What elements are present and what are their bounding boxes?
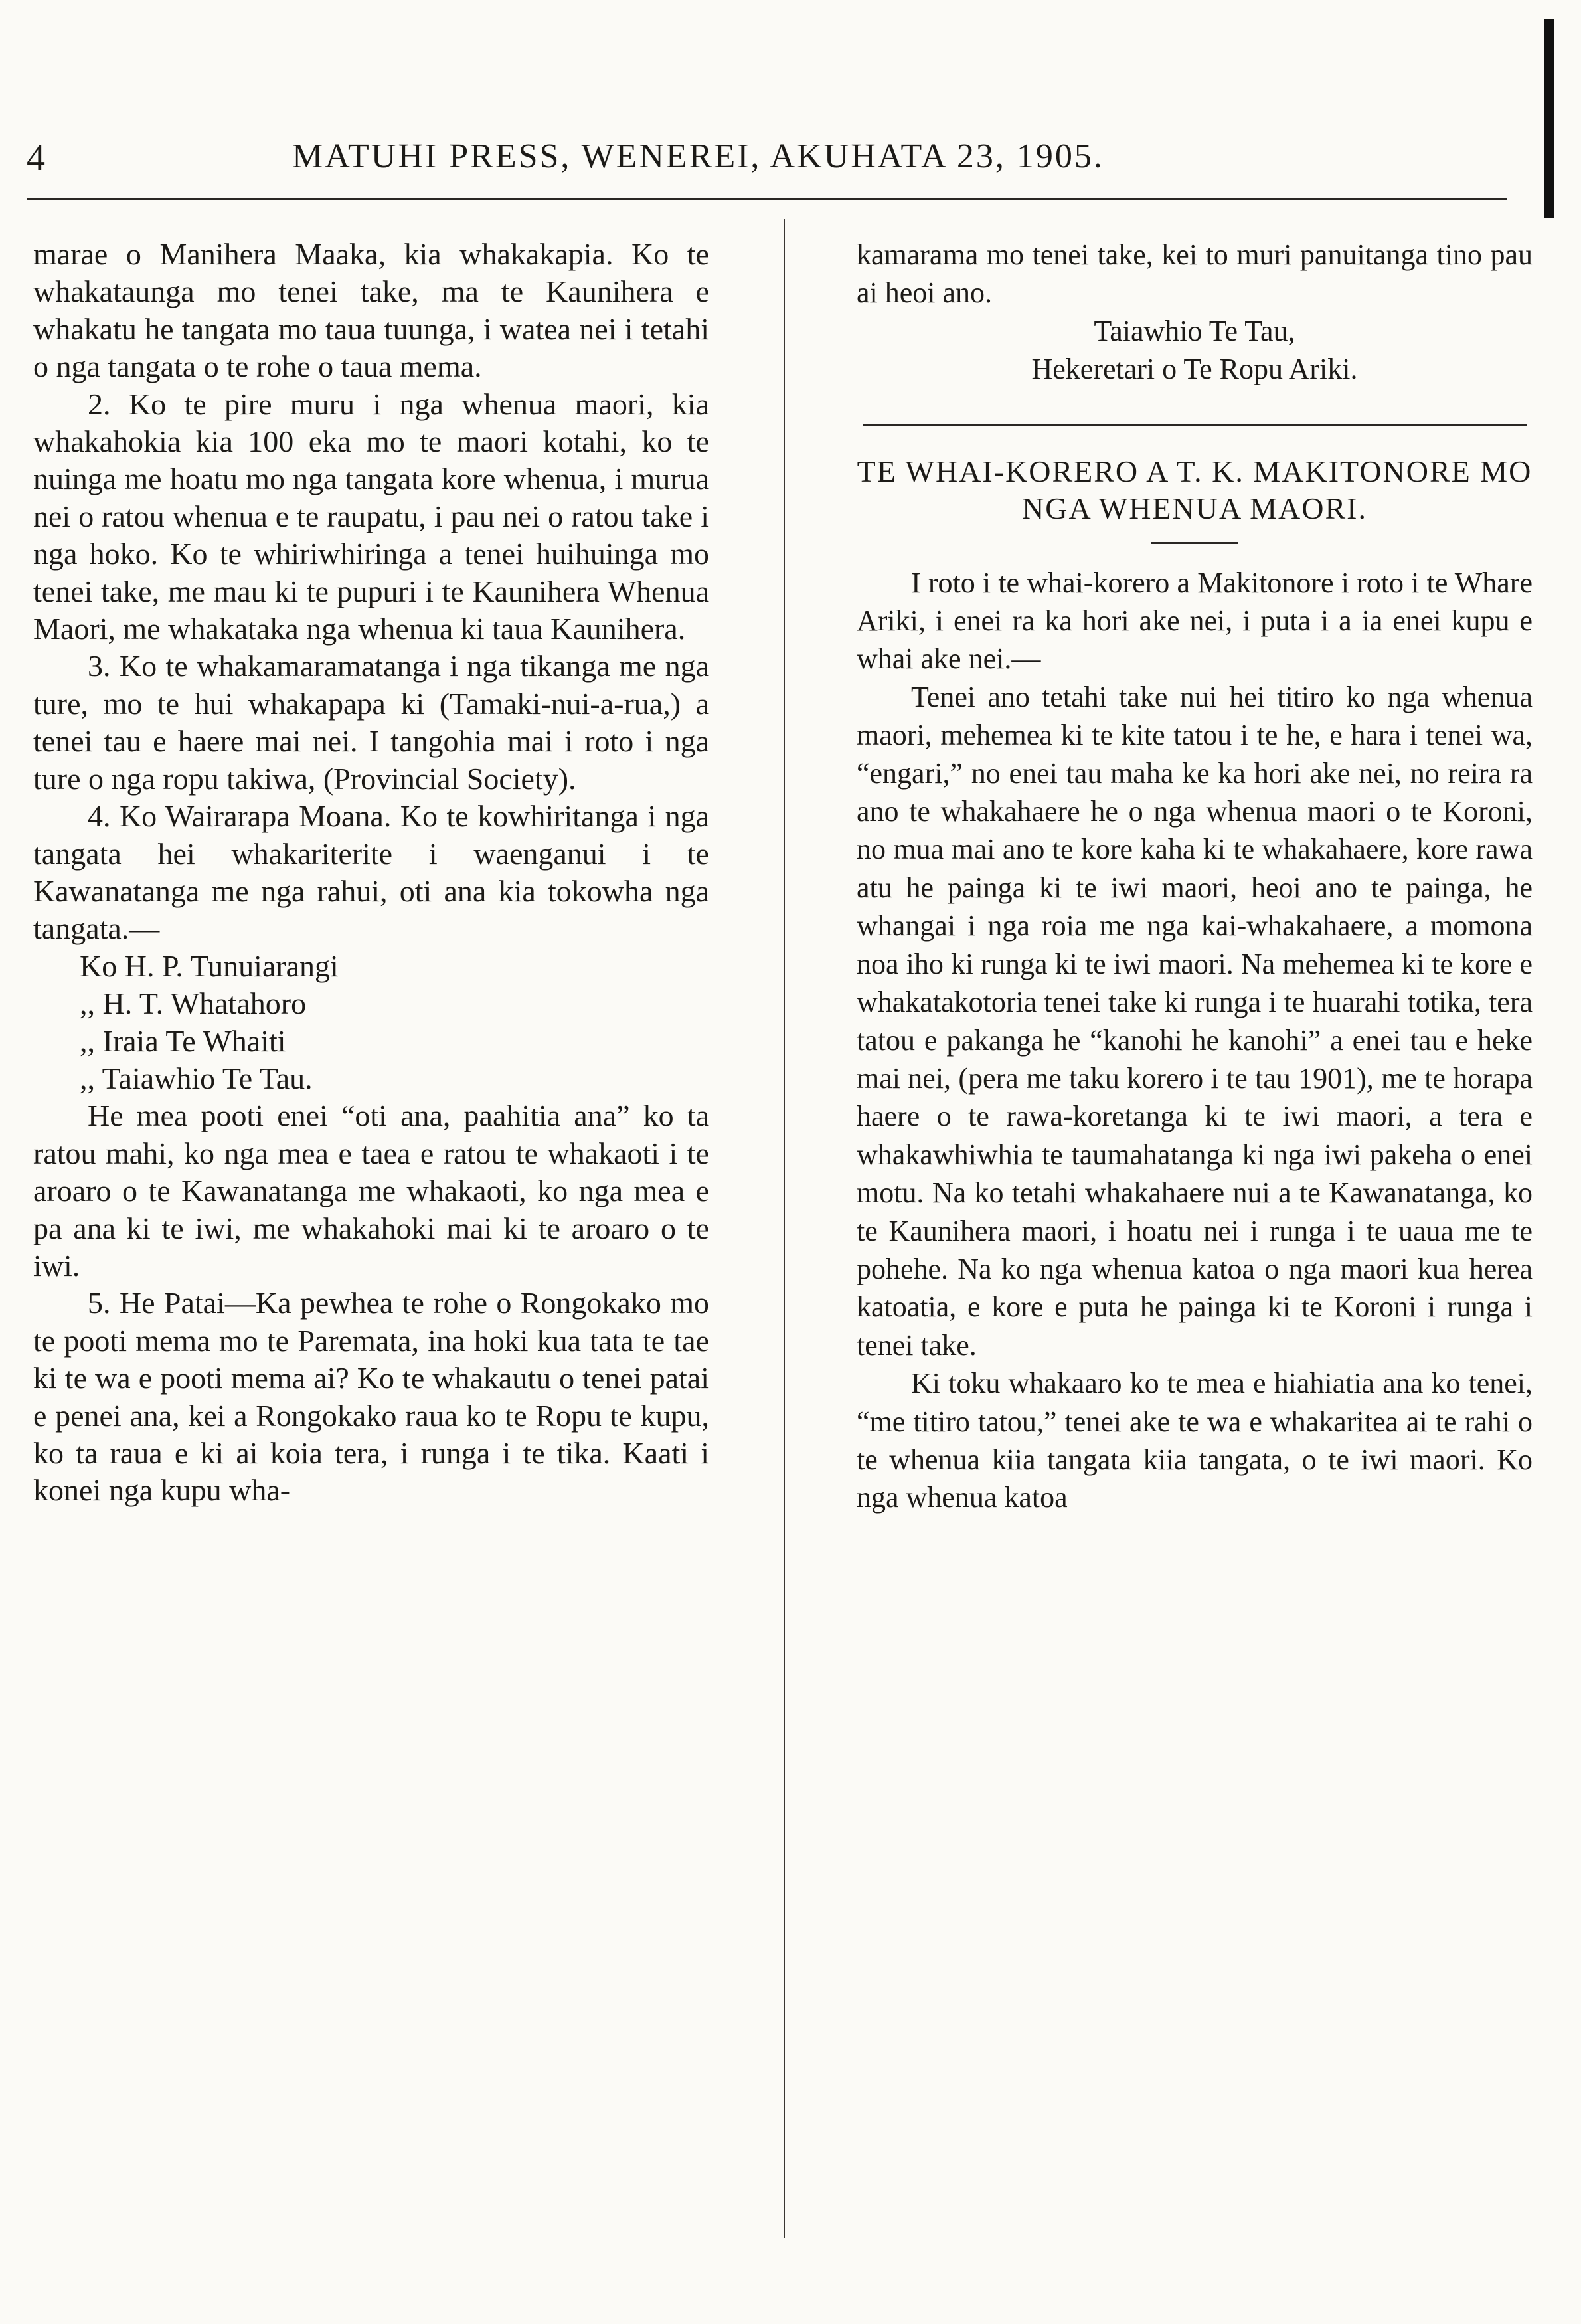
signature-name: Taiawhio Te Tau,: [1094, 314, 1295, 347]
paragraph-vote-result: He mea pooti enei “oti ana, paahitia ana” ko ta ratou mahi, ko nga mea e taea e ratou te whakaoti i te aroaro o te Kawanatanga me whakaoti, ko nga mea e pa ana ki te iwi, me whakahoki mai ki te aroaro o te iwi.: [33, 1099, 709, 1283]
list-item: ,, Taiawhio Te Tau.: [80, 1061, 313, 1095]
list-item: ,, H. T. Whatahoro: [80, 986, 307, 1021]
article-paragraph: Tenei ano tetahi take nui hei titiro ko nga whenua maori, mehemea ki te kite tatou i te he, e hara i tenei wa, “engari,” no enei tau maha ke ka hori ake nei, no reira ra ano te whakahaere he o nga whenua maori o te Koroni, no mua mai ano te kore kaha ki te whakahaere, kore rawa atu he painga ki te iwi maori, heoi ano te painga, he whangai i nga roia me nga kai-whakahaere, a momona noa iho ki runga ki te iwi maori. Na mehemea ki te kore e whakatakotoria tenei take ki runga i te huarahi totika, tera tatou e pakanga he “kanohi he kanohi” a enei tau e heke mai nei, (pera me taku korero i te tau 1901), me te horapa haere o te rawa-koretanga ki te iwi maori, a tera e whakawhiwhia te taumahatanga ki nga iwi pakeha o enei motu. Na ko tetahi whakahaere nui a te Kawanatanga, ko te Kaunihera maori, i hoatu nei i runga i te uaua me te pohehe. Na ko nga whenua katoa o nga maori kua herea katoatia, e kore e puta he painga ki te Koroni i runga i tenei take.: [857, 680, 1533, 1362]
article-intro: I roto i te whai-korero a Makitonore i roto i te Whare Ariki, i enei ra ka hori ake nei, i puta i a ia enei kupu e whai ake nei.—: [857, 566, 1533, 675]
article-paragraph: Ki toku whakaaro ko te mea e hiahiatia ana ko tenei, “me titiro tatou,” tenei ake te wa e whakaritea ai te rahi o te whenua kiia tangata kiia tangata, o te iwi maori. Ko nga whenua katoa: [857, 1367, 1533, 1514]
paragraph-item-5: 5. He Patai—Ka pewhea te rohe o Rongokako mo te pooti mema mo te Paremata, ina hoki kua tata te tae ki te wa e pooti mema ai? Ko te whakautu o tenei patai e penei ana, kei a Rongokako raua ko te Ropu te kupu, ko ta raua e ki ai koia tera, i runga i te tika. Kaati i konei nga kupu wha-: [33, 1286, 709, 1508]
list-item: ,, Iraia Te Whaiti: [80, 1024, 286, 1058]
names-list: [33, 948, 709, 1098]
column-divider: [784, 219, 785, 2238]
signature-title: Hekeretari o Te Ropu Ariki.: [1031, 353, 1358, 386]
list-item: Ko H. P. Tunuiarangi: [80, 948, 339, 983]
article-heading: TE WHAI-KORERO A T. K. MAKITONORE MO NGA WHENUA MAORI.: [857, 454, 1533, 525]
section-rule: [863, 424, 1527, 426]
paragraph-continuation: kamarama mo tenei take, kei to muri panuitanga tino pau ai heoi ano.: [857, 238, 1533, 310]
paragraph-item-3: 3. Ko te whakamaramatanga i nga tikanga me nga ture, mo te hui whakapapa ki (Tamaki-nui-a-rua,) a tenei tau e haere mai nei. I tangohia mai i roto i nga ture o nga ropu takiwa, (Provincial Society).: [33, 649, 709, 796]
paragraph-item-4: 4. Ko Wairarapa Moana. Ko te kowhiritanga i nga tangata hei whakariterite i waenganui i te Kawanatanga me nga rahui, oti ana kia tokowha nga tangata.—: [33, 799, 709, 946]
right-column: [857, 236, 1533, 1517]
paragraph-continuation: marae o Manihera Maaka, kia whakakapia. Ko te whakataunga mo tenei take, ma te Kaunihera e whakatu he tangata mo taua tuunga, i watea nei i tetahi o nga tangata o te rohe o taua mema.: [33, 237, 709, 384]
header-rule: [27, 198, 1507, 200]
newspaper-title-date: MATUHI PRESS, WENEREI, AKUHATA 23, 1905.: [292, 137, 1104, 175]
running-header: [27, 130, 1540, 190]
page-edge-bar: [1544, 19, 1554, 218]
left-column: [33, 236, 709, 1510]
paragraph-item-2: 2. Ko te pire muru i nga whenua maori, kia whakahokia kia 100 eka mo te maori kotahi, ko te nuinga me hoatu mo nga tangata kore whenua, i murua nei o ratou whenua e te raupatu, i pau nei o ratou take i nga hoko. Ko te whiriwhiringa a tenei huihuinga mo tenei take, me mau ki te pupuri i te Kaunihera Whenua Maori, me whakataka nga whenua ki taua Kaunihera.: [33, 387, 709, 646]
heading-rule: [1151, 542, 1238, 544]
page-number: 4: [27, 137, 46, 179]
